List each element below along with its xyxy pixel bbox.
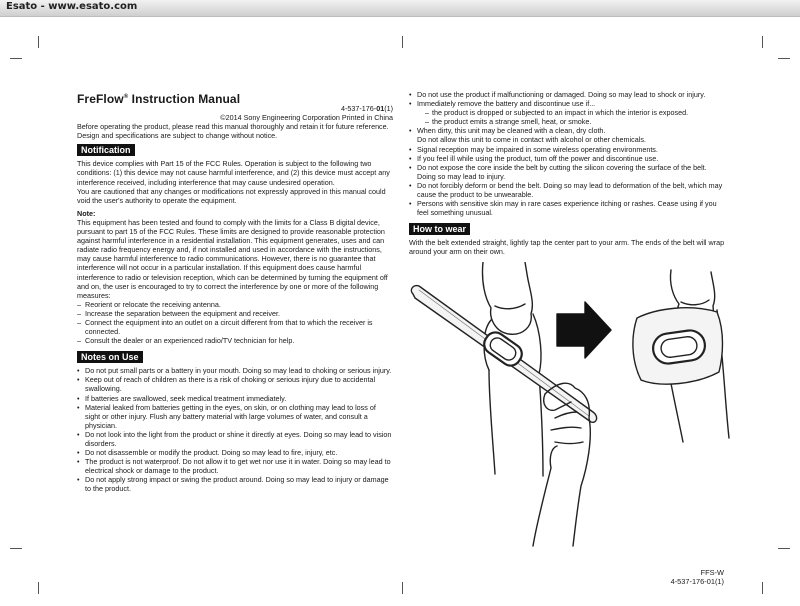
list-item-text: When dirty, this unit may be cleaned with a clean, dry cloth. <box>417 126 606 136</box>
list-item: – Consult the dealer or an experienced radio/TV technician for help. <box>77 336 393 345</box>
footer-doc-number: 4-537-176-01(1) <box>670 577 724 586</box>
sub-list-item: – the product emits a strange smell, heat, or smoke. <box>425 117 727 126</box>
list-item: • Do not expose the core inside the belt by cutting the silicon covering the surface of the belt. Doing so may lead to injury. <box>409 163 727 181</box>
sub-list-item: – the product is dropped or subjected to an impact in which the interior is exposed. <box>425 108 727 117</box>
notification-para-2: You are cautioned that any changes or modifications not expressly approved in this manual could void the user's authority to operate the equipment. <box>77 186 386 205</box>
safety-list <box>409 90 727 217</box>
doc-number-suffix: (1) <box>384 104 393 113</box>
note-para: This equipment has been tested and found to comply with the limits for a Class B digital device, pursuant to part 15 of the FCC Rules. These limits are designed to provide reasonable protection against harmful interference in a residential installation. This equipment generates, uses and can radiate radio frequency energy and, if not installed and used in accordance with the instructions, may cause harmful interference to radio communications. However, there is no guarantee that interference will not occur in a particular installation. If this equipment does cause harmful interference to radio or television reception, which can be determined by turning the equipment off and on, the user is encouraged to try to correct the interference by one or more of the following measures: <box>77 217 388 300</box>
list-item: • Do not forcibly deform or bend the belt. Doing so may lead to deformation of the belt, which may cause the product to be unwearable. <box>409 181 727 199</box>
crop-mark <box>402 36 403 48</box>
list-item: • If batteries are swallowed, seek medical treatment immediately. <box>77 394 393 403</box>
list-item <box>409 126 727 144</box>
list-item: • The product is not waterproof. Do not allow it to get wet nor use it in water. Doing so may lead to electrical shock or damage to the product. <box>77 457 393 475</box>
list-item: • Do not use the product if malfunctioning or damaged. Doing so may lead to shock or injury. <box>409 90 727 99</box>
list-item: • Do not put small parts or a battery in your mouth. Doing so may lead to choking or serious injury. <box>77 366 393 375</box>
right-arm-drawing <box>633 270 729 442</box>
crop-mark <box>10 58 22 59</box>
crop-mark <box>778 58 790 59</box>
crop-mark <box>762 582 763 594</box>
crop-mark <box>38 582 39 594</box>
crop-mark <box>778 548 790 549</box>
arrow-right-icon <box>557 302 611 358</box>
doc-number-prefix: 4-537-176- <box>341 104 377 113</box>
doc-number-version: 01 <box>376 104 385 113</box>
intro-text-2: Design and specifications are subject to change without notice. <box>77 131 278 141</box>
crop-mark <box>10 548 22 549</box>
measures-list <box>77 300 393 345</box>
list-item: • If you feel ill while using the product, turn off the power and discontinue use. <box>409 154 727 163</box>
manual-title-rest: Instruction Manual <box>128 92 241 106</box>
list-item: – Increase the separation between the equipment and receiver. <box>77 309 393 318</box>
list-item-text-extra: Do not allow this unit to come in contact with alcohol or other chemicals. <box>417 135 646 145</box>
copyright-line: ©2014 Sony Engineering Corporation Printed in China <box>220 113 393 123</box>
list-item: • Do not look into the light from the product or shine it directly at eyes. Doing so may lead to vision disorders. <box>77 430 393 448</box>
right-column <box>409 90 727 257</box>
list-item: • Persons with sensitive skin may in rare cases experience itching or rashes. Cease using if you feel something unusual. <box>409 199 727 217</box>
list-item: • Do not apply strong impact or swing the product around. Doing so may lead to injury or damage to the product. <box>77 475 393 493</box>
intro-text: Before operating the product, please read this manual thoroughly and retain it for future reference. <box>77 122 389 132</box>
how-to-wear-heading: How to wear <box>409 223 470 235</box>
footer <box>671 568 724 586</box>
list-item-text: Immediately remove the battery and discontinue use if... <box>417 99 596 109</box>
list-item <box>409 99 727 126</box>
notes-on-use-heading: Notes on Use <box>77 351 143 363</box>
list-item: • Keep out of reach of children as there is a risk of choking or serious injury due to accidental swallowing. <box>77 375 393 393</box>
product-name: FreFlow <box>77 92 124 106</box>
crop-mark <box>402 582 403 594</box>
crop-mark <box>762 36 763 48</box>
registered-mark: ® <box>123 94 129 100</box>
list-item: • Do not disassemble or modify the product. Doing so may lead to fire, injury, etc. <box>77 448 393 457</box>
notification-heading: Notification <box>77 144 135 156</box>
crop-mark <box>38 36 39 48</box>
note-heading: Note: <box>77 208 96 218</box>
watermark-text: Esato - www.esato.com <box>6 1 138 12</box>
watermark-bar <box>0 0 800 17</box>
how-to-wear-text: With the belt extended straight, lightly tap the center part to your arm. The ends of the belt will wrap around your arm on their own. <box>409 238 725 257</box>
list-item: • Signal reception may be impaired in some wireless operating environments. <box>409 145 727 154</box>
left-column <box>77 90 393 494</box>
list-item: – Reorient or relocate the receiving antenna. <box>77 300 393 309</box>
notification-para: This device complies with Part 15 of the FCC Rules. Operation is subject to the following two conditions: (1) this device may not cause harmful interference, and (2) this device must accept any interference received, including interference that may cause undesired operation. <box>77 159 390 187</box>
sub-list <box>417 108 727 126</box>
notes-on-use-list <box>77 366 393 493</box>
list-item: • Material leaked from batteries getting in the eyes, on skin, or on clothing may lead to loss of sight or other injury. Flush any battery material with large volumes of water, and consult a physician. <box>77 403 393 430</box>
how-to-wear-illustration <box>405 262 735 547</box>
footer-code: FFS-W <box>700 568 724 577</box>
list-item: – Connect the equipment into an outlet on a circuit different from that to which the receiver is connected. <box>77 318 393 336</box>
